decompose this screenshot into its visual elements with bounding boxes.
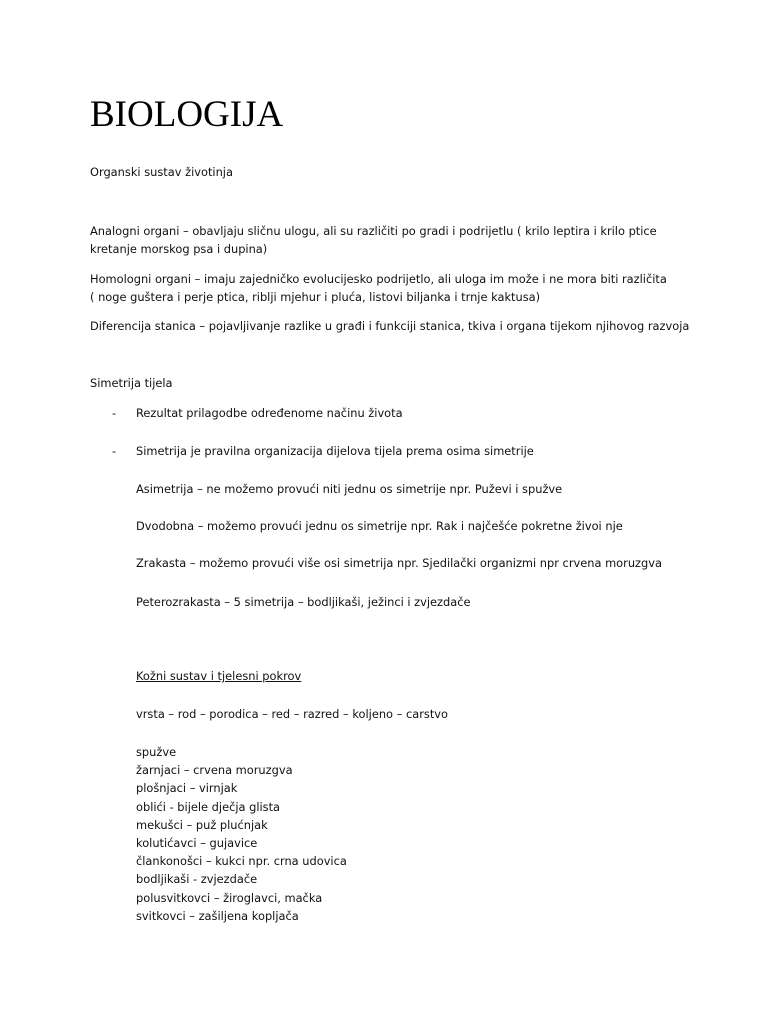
list-item: svitkovci – zašiljena kopljača xyxy=(136,908,299,923)
list-item: mekušci – puž plućnjak xyxy=(136,817,268,832)
taxonomy-hierarchy: vrsta – rod – porodica – red – razred – koljeno – carstvo xyxy=(136,707,449,721)
symmetry-type: Zrakasta – možemo provući više osi simetrija npr. Sjedilački organizmi npr crvena moruzgva xyxy=(136,556,662,570)
list-item: člankonošci – kukci npr. crna udovica xyxy=(136,854,347,869)
list-item: oblići - bijele dječja glista xyxy=(136,799,281,814)
symmetry-type: Dvodobna – možemo provući jednu os simetrije npr. Rak i najčešće pokretne živoi nje xyxy=(136,519,623,533)
paragraph-line: Analogni organi – obavljaju sličnu ulogu, ali su različiti po gradi i podrijetlu ( krilo leptira i krilo ptice xyxy=(90,224,657,238)
bullet-marker: - xyxy=(112,406,117,420)
list-item: kolutićavci – gujavice xyxy=(136,836,258,851)
phyla-list xyxy=(136,743,347,925)
bullet-item: Rezultat prilagodbe određenome načinu života xyxy=(136,406,403,420)
list-item: plošnjaci – virnjak xyxy=(136,781,238,796)
paragraph-analogni xyxy=(90,222,690,259)
bullet-item: Simetrija je pravilna organizacija dijelova tijela prema osima simetrije xyxy=(136,444,534,458)
simetrija-heading: Simetrija tijela xyxy=(90,376,173,390)
paragraph-line: Homologni organi – imaju zajedničko evolucijesko podrijetlo, ali uloga im može i ne mora biti različita xyxy=(90,272,667,286)
symmetry-type: Peterozrakasta – 5 simetrija – bodljikaši, ježinci i zvjezdače xyxy=(136,595,471,609)
paragraph-homologni xyxy=(90,270,690,307)
paragraph-diferencija xyxy=(90,317,690,335)
section-subtitle: Organski sustav životinja xyxy=(90,165,233,179)
list-item: polusvitkovci – žiroglavci, mačka xyxy=(136,890,323,905)
document-title: BIOLOGIJA xyxy=(90,94,284,135)
list-item: žarnjaci – crvena moruzgva xyxy=(136,763,293,778)
paragraph-line: ( noge guštera i perje ptica, riblji mjehur i pluća, listovi biljanka i trnje kaktusa) xyxy=(90,290,541,305)
bullet-marker: - xyxy=(112,444,117,458)
symmetry-type: Asimetrija – ne možemo provući niti jednu os simetrije npr. Puževi i spužve xyxy=(136,482,563,496)
list-item: bodljikaši - zvjezdače xyxy=(136,872,258,887)
paragraph-line: Diferencija stanica – pojavljivanje razlike u građi i funkciji stanica, tkiva i organa tijekom njihovog razvoja xyxy=(90,319,690,333)
paragraph-line: kretanje morskog psa i dupina) xyxy=(90,242,268,257)
kozni-heading: Kožni sustav i tjelesni pokrov xyxy=(136,669,302,683)
list-item: spužve xyxy=(136,745,177,759)
